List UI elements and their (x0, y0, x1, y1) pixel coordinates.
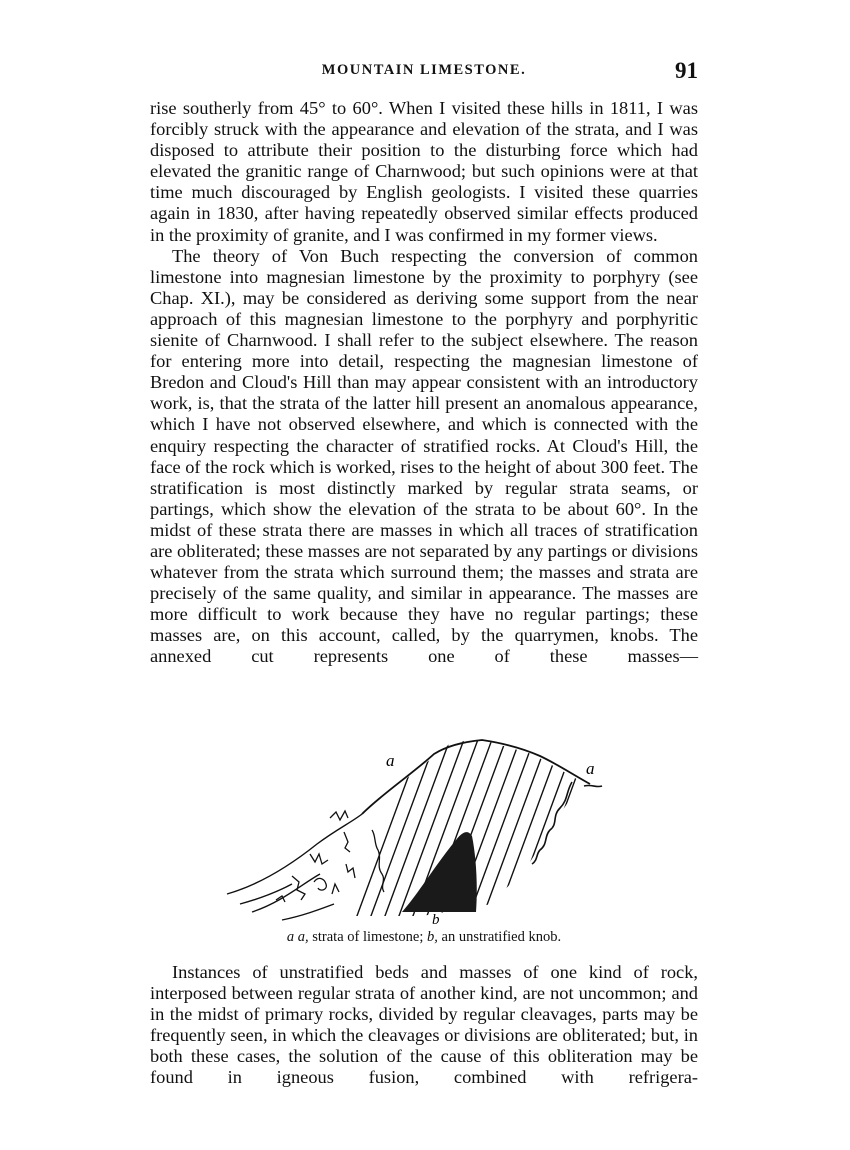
caption-label-b: b, (427, 929, 438, 945)
caption-label-aa: a a, (286, 929, 309, 945)
rubble-scribbles (276, 811, 355, 902)
label-b: b (432, 912, 440, 926)
label-a-left: a (386, 751, 395, 770)
right-tail (584, 785, 602, 786)
figure-caption (150, 929, 698, 946)
right-face-outline (532, 782, 572, 864)
caption-text-1: strata of limestone; (308, 929, 428, 945)
page-number: 91 (675, 58, 698, 83)
paragraph-3: Instances of unstratified beds and masses of one kind of rock, interposed between regular strata of another kind, are not uncommon; and in the midst of primary rocks, divided by regular cleavages, parts may be frequently seen, in which the cleavages or divisions are obliterated; but, in both these cases, the solution of the cause of this obliteration may be found in igneous fusion, combined with refrigera- (150, 962, 698, 1088)
body-text-lower (150, 962, 698, 1089)
rock-outline (362, 740, 590, 814)
running-title: MOUNTAIN LIMESTONE. (321, 62, 527, 78)
label-a-right: a (586, 759, 595, 778)
ground-lines (227, 814, 362, 920)
stratified-knob-figure (222, 734, 622, 926)
paragraph-1: rise southerly from 45° to 60°. When I visited these hills in 1811, I was forcibly struck with the appearance and elevation of the strata, and I was disposed to attribute their position to the disturbing force which had elevated the granitic range of Charnwood; but such opinions were at that time much discouraged by English geologists. I visited these quarries again in 1830, after having repeatedly observed similar effects produced in the proximity of granite, and I was confirmed in my former views. (150, 98, 698, 245)
inner-face-edge (372, 830, 384, 892)
caption-text-2: an unstratified knob. (437, 929, 562, 945)
paragraph-2: The theory of Von Buch respecting the conversion of common limestone into magnesian limestone by the proximity to porphyry (see Chap. XI.), may be considered as deriving some support from the near approach of this magnesian limestone to the porphyry and porphyritic sienite of Charnwood. I shall refer to the subject elsewhere. The reason for entering more into detail, respecting the magnesian limestone of Bredon and Cloud's Hill than may appear consistent with an introductory work, is, that the strata of the latter hill present an anomalous appearance, which I have not observed elsewhere, and which is connected with the enquiry respecting the character of stratified rocks. At Cloud's Hill, the face of the rock which is worked, rises to the height of about 300 feet. The stratification is most distinctly marked by regular strata seams, or partings, which show the elevation of the strata to be about 60°. In the midst of these strata there are masses in which all traces of stratification are obliterated; these masses are not separated by any partings or divisions whatever from the strata which surround them; the masses and strata are precisely of the same quality, and similar in appearance. The masses are more difficult to work because they have no regular partings; these masses are, on this account, called, by the quarrymen, knobs. The annexed cut represents one of these masses— (150, 245, 698, 667)
page-header (150, 58, 698, 88)
body-text-upper (150, 98, 698, 668)
